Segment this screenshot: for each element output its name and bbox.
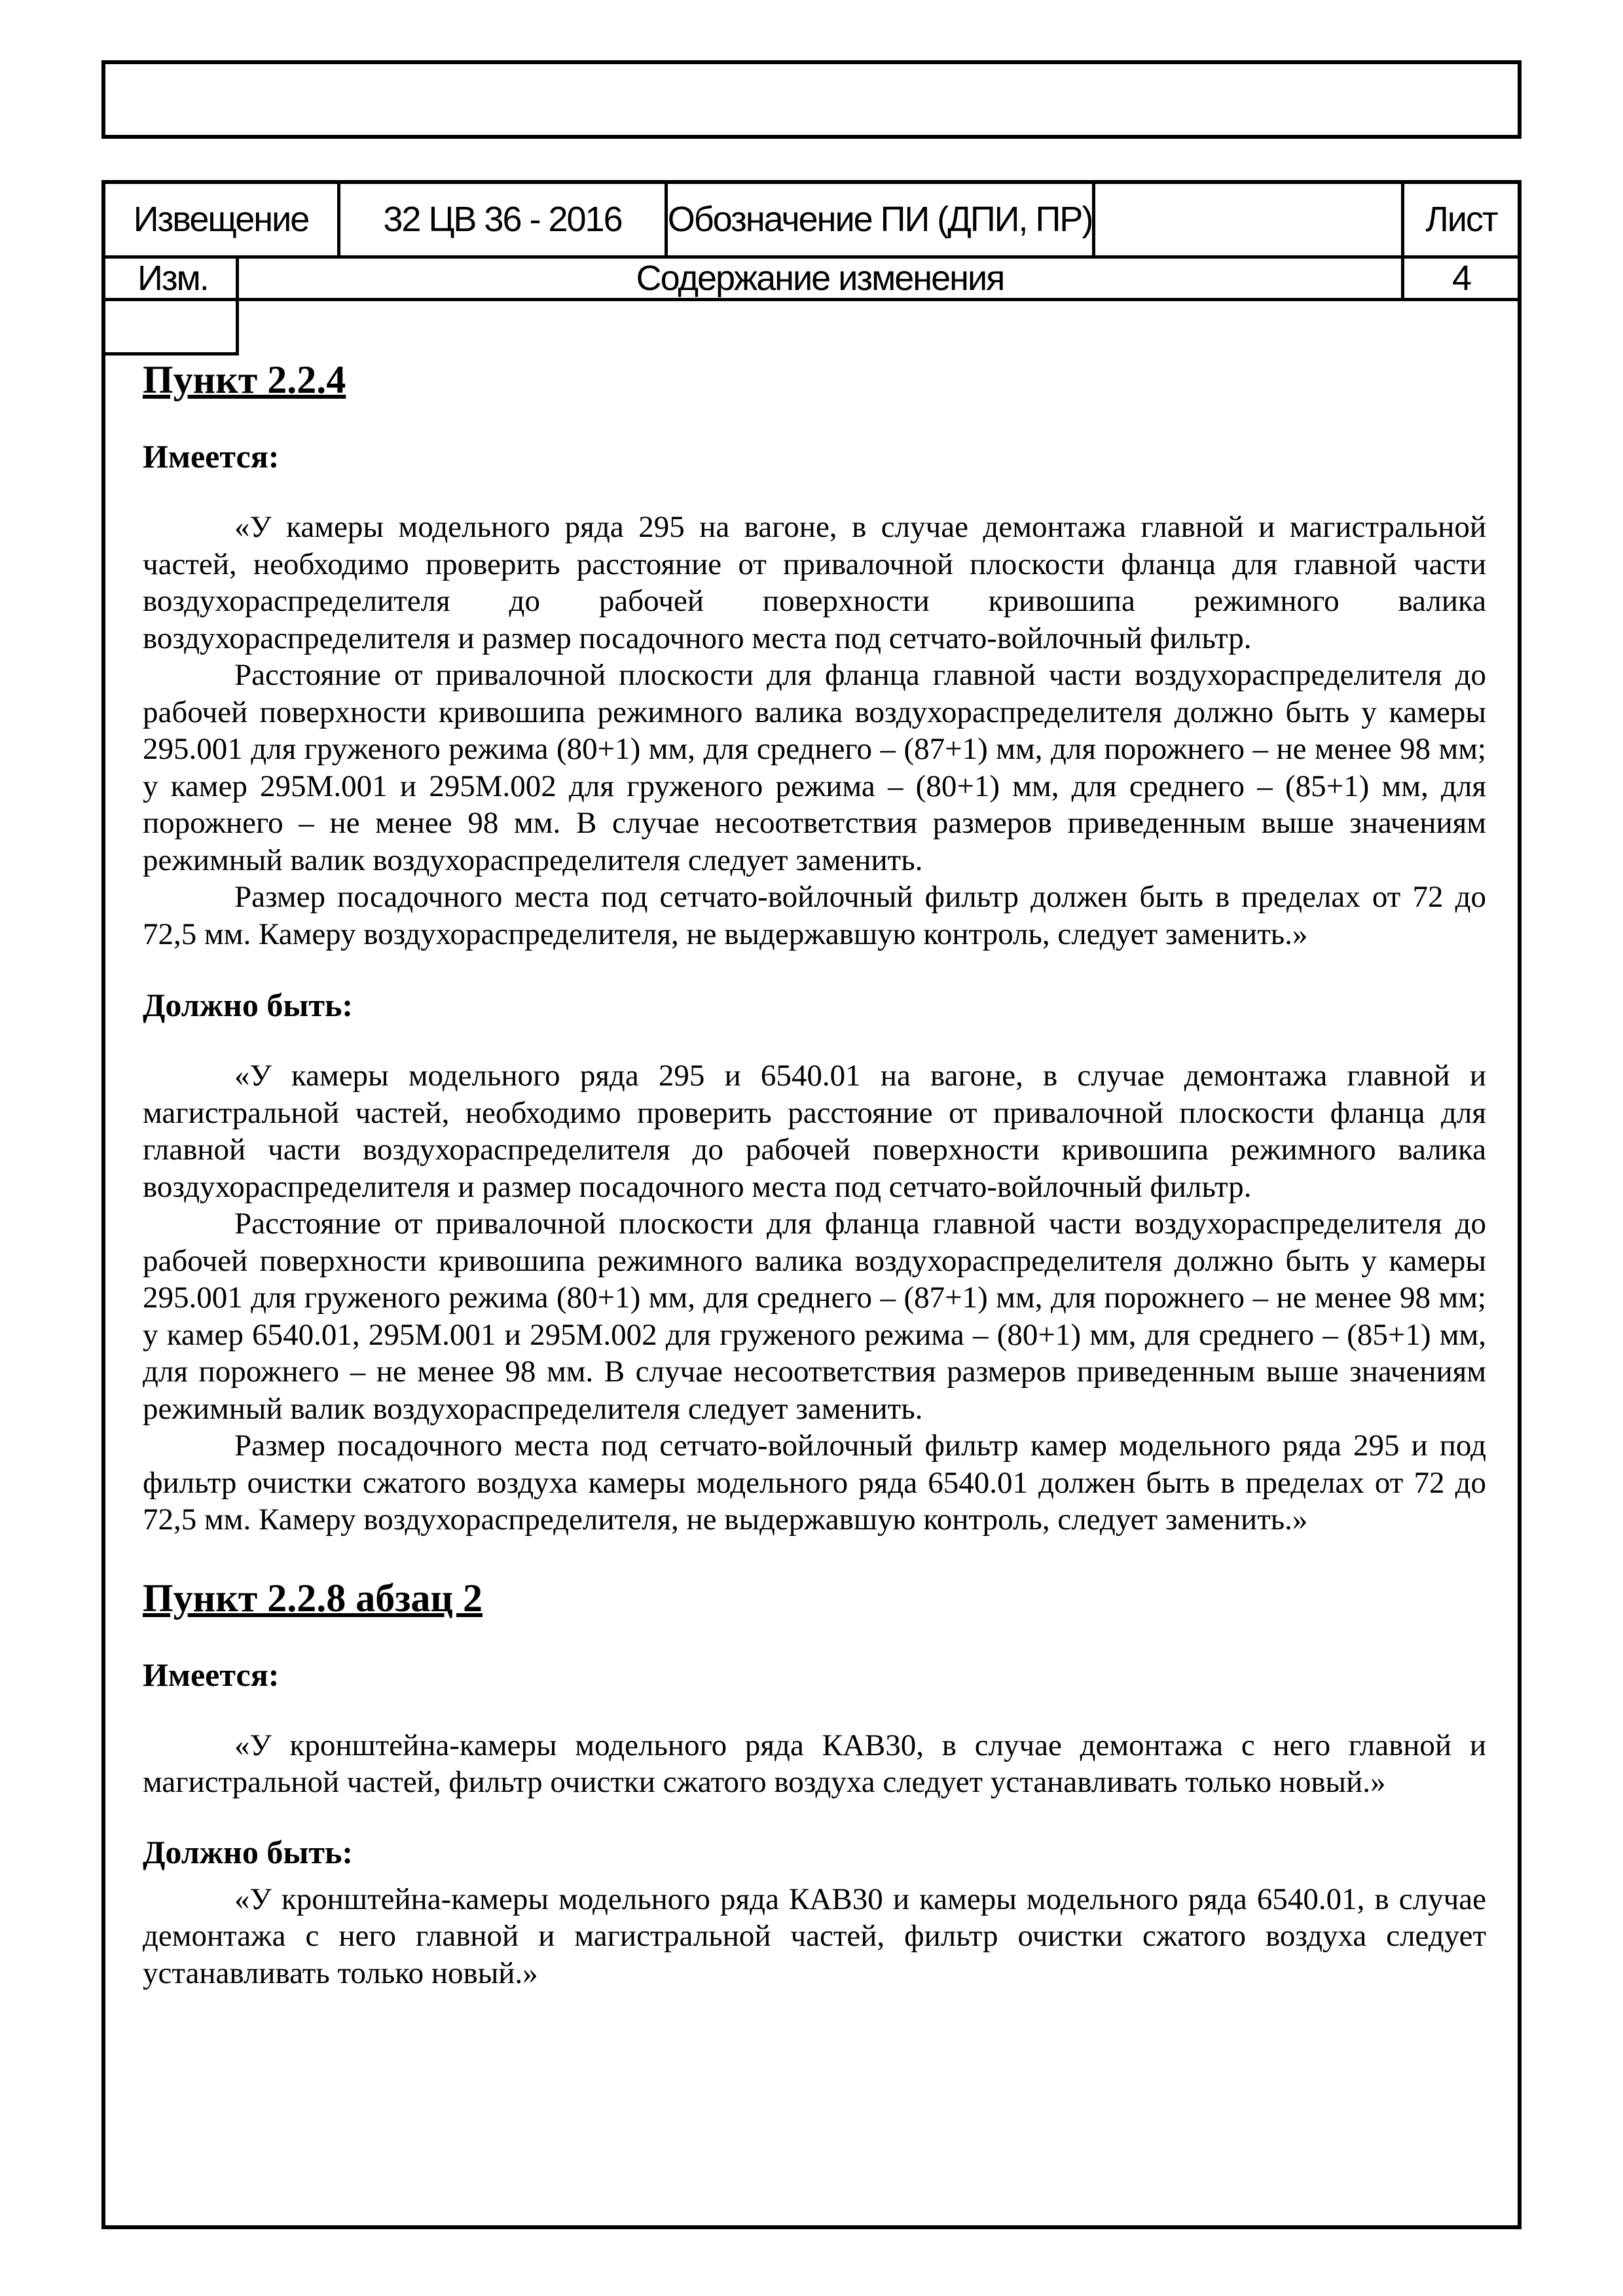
designation-value xyxy=(1095,183,1401,255)
section-2-title: Пункт 2.2.8 абзац 2 xyxy=(143,1576,483,1620)
section-1-should-paragraph: Размер посадочного места под сетчато-войлочный фильтр камер модельного ряда 295 и под фильтр очистки сжатого воздуха камеры модельного ряда 6540.01 должен быть в пределах от 72 до 72,5 мм. Камеру воздухораспределителя, не выдержавшую контроль, следует заменить.» xyxy=(143,1429,1486,1537)
section-2-should-label: Должно быть: xyxy=(143,1833,354,1870)
notice-number: 32 ЦВ 36 - 2016 xyxy=(383,200,622,239)
notice-label: Извещение xyxy=(133,200,309,239)
section-1-has-paragraph: «У камеры модельного ряда 295 на вагоне, в случае демонтажа главной и магистральной частей, необходимо проверить расстояние от привалочной плоскости фланца для главной части воздухораспределителя до рабочей поверхности кривошипа режимного валика воздухораспределителя и размер посадочного места под сетчато-войлочный фильтр. xyxy=(143,510,1486,655)
section-2-has-paragraph: «У кронштейна-камеры модельного ряда КАВ30, в случае демонтажа с него главной и магистральной частей, фильтр очистки сжатого воздуха следует устанавливать только новый.» xyxy=(143,1728,1486,1799)
sheet-label: Лист xyxy=(1425,200,1497,239)
document-body xyxy=(143,357,1486,1992)
content-label: Содержание изменения xyxy=(636,259,1004,298)
section-1-should-paragraph: Расстояние от привалочной плоскости для фланца главной части воздухораспределителя до рабочей поверхности кривошипа режимного валика воздухораспределителя должно быть у камеры 295.001 для груженого режима (80+1) мм, для среднего – (87+1) мм, для порожнего – не менее 98 мм; у камер 6540.01, 295М.001 и 295М.002 для груженого режима – (80+1) мм, для среднего – (85+1) мм, для порожнего – не менее 98 мм. В случае несоответствия размеров приведенным выше значениям режимный валик воздухораспределителя следует заменить. xyxy=(143,1207,1486,1426)
section-2-should-paragraph: «У кронштейна-камеры модельного ряда КАВ30 и камеры модельного ряда 6540.01, в случае демонтажа с него главной и магистральной частей, фильтр очистки сжатого воздуха следует устанавливать только новый.» xyxy=(143,1882,1486,1990)
section-1-title: Пункт 2.2.4 xyxy=(143,358,346,401)
section-1-should-paragraph: «У камеры модельного ряда 295 и 6540.01 на вагоне, в случае демонтажа главной и магистральной частей, необходимо проверить расстояние от привалочной плоскости фланца для главной части воздухораспределителя до рабочей поверхности кривошипа режимного валика воздухораспределителя и размер посадочного места под сетчато-войлочный фильтр. xyxy=(143,1059,1486,1204)
designation-label: Обозначение ПИ (ДПИ, ПР) xyxy=(667,200,1093,239)
change-value xyxy=(105,301,236,352)
change-cell-bottom xyxy=(101,352,239,355)
section-1-has-label: Имеется: xyxy=(143,438,280,475)
change-label: Изм. xyxy=(137,259,208,298)
section-1-has-paragraph: Размер посадочного места под сетчато-войлочный фильтр должен быть в пределах от 72 до 72,5 мм. Камеру воздухораспределителя, не выдержавшую контроль, следует заменить.» xyxy=(143,880,1486,951)
sheet-number: 4 xyxy=(1451,259,1471,298)
section-1-should-label: Должно быть: xyxy=(143,987,354,1023)
section-2-has-label: Имеется: xyxy=(143,1656,280,1693)
top-stamp-frame xyxy=(101,60,1522,139)
section-1-has-paragraph: Расстояние от привалочной плоскости для фланца главной части воздухораспределителя до рабочей поверхности кривошипа режимного валика воздухораспределителя должно быть у камеры 295.001 для груженого режима (80+1) мм, для среднего – (87+1) мм, для порожнего – не менее 98 мм; у камер 295М.001 и 295М.002 для груженого режима – (80+1) мм, для среднего – (85+1) мм, для порожнего – не менее 98 мм. В случае несоответствия размеров приведенным выше значениям режимный валик воздухораспределителя следует заменить. xyxy=(143,658,1486,877)
